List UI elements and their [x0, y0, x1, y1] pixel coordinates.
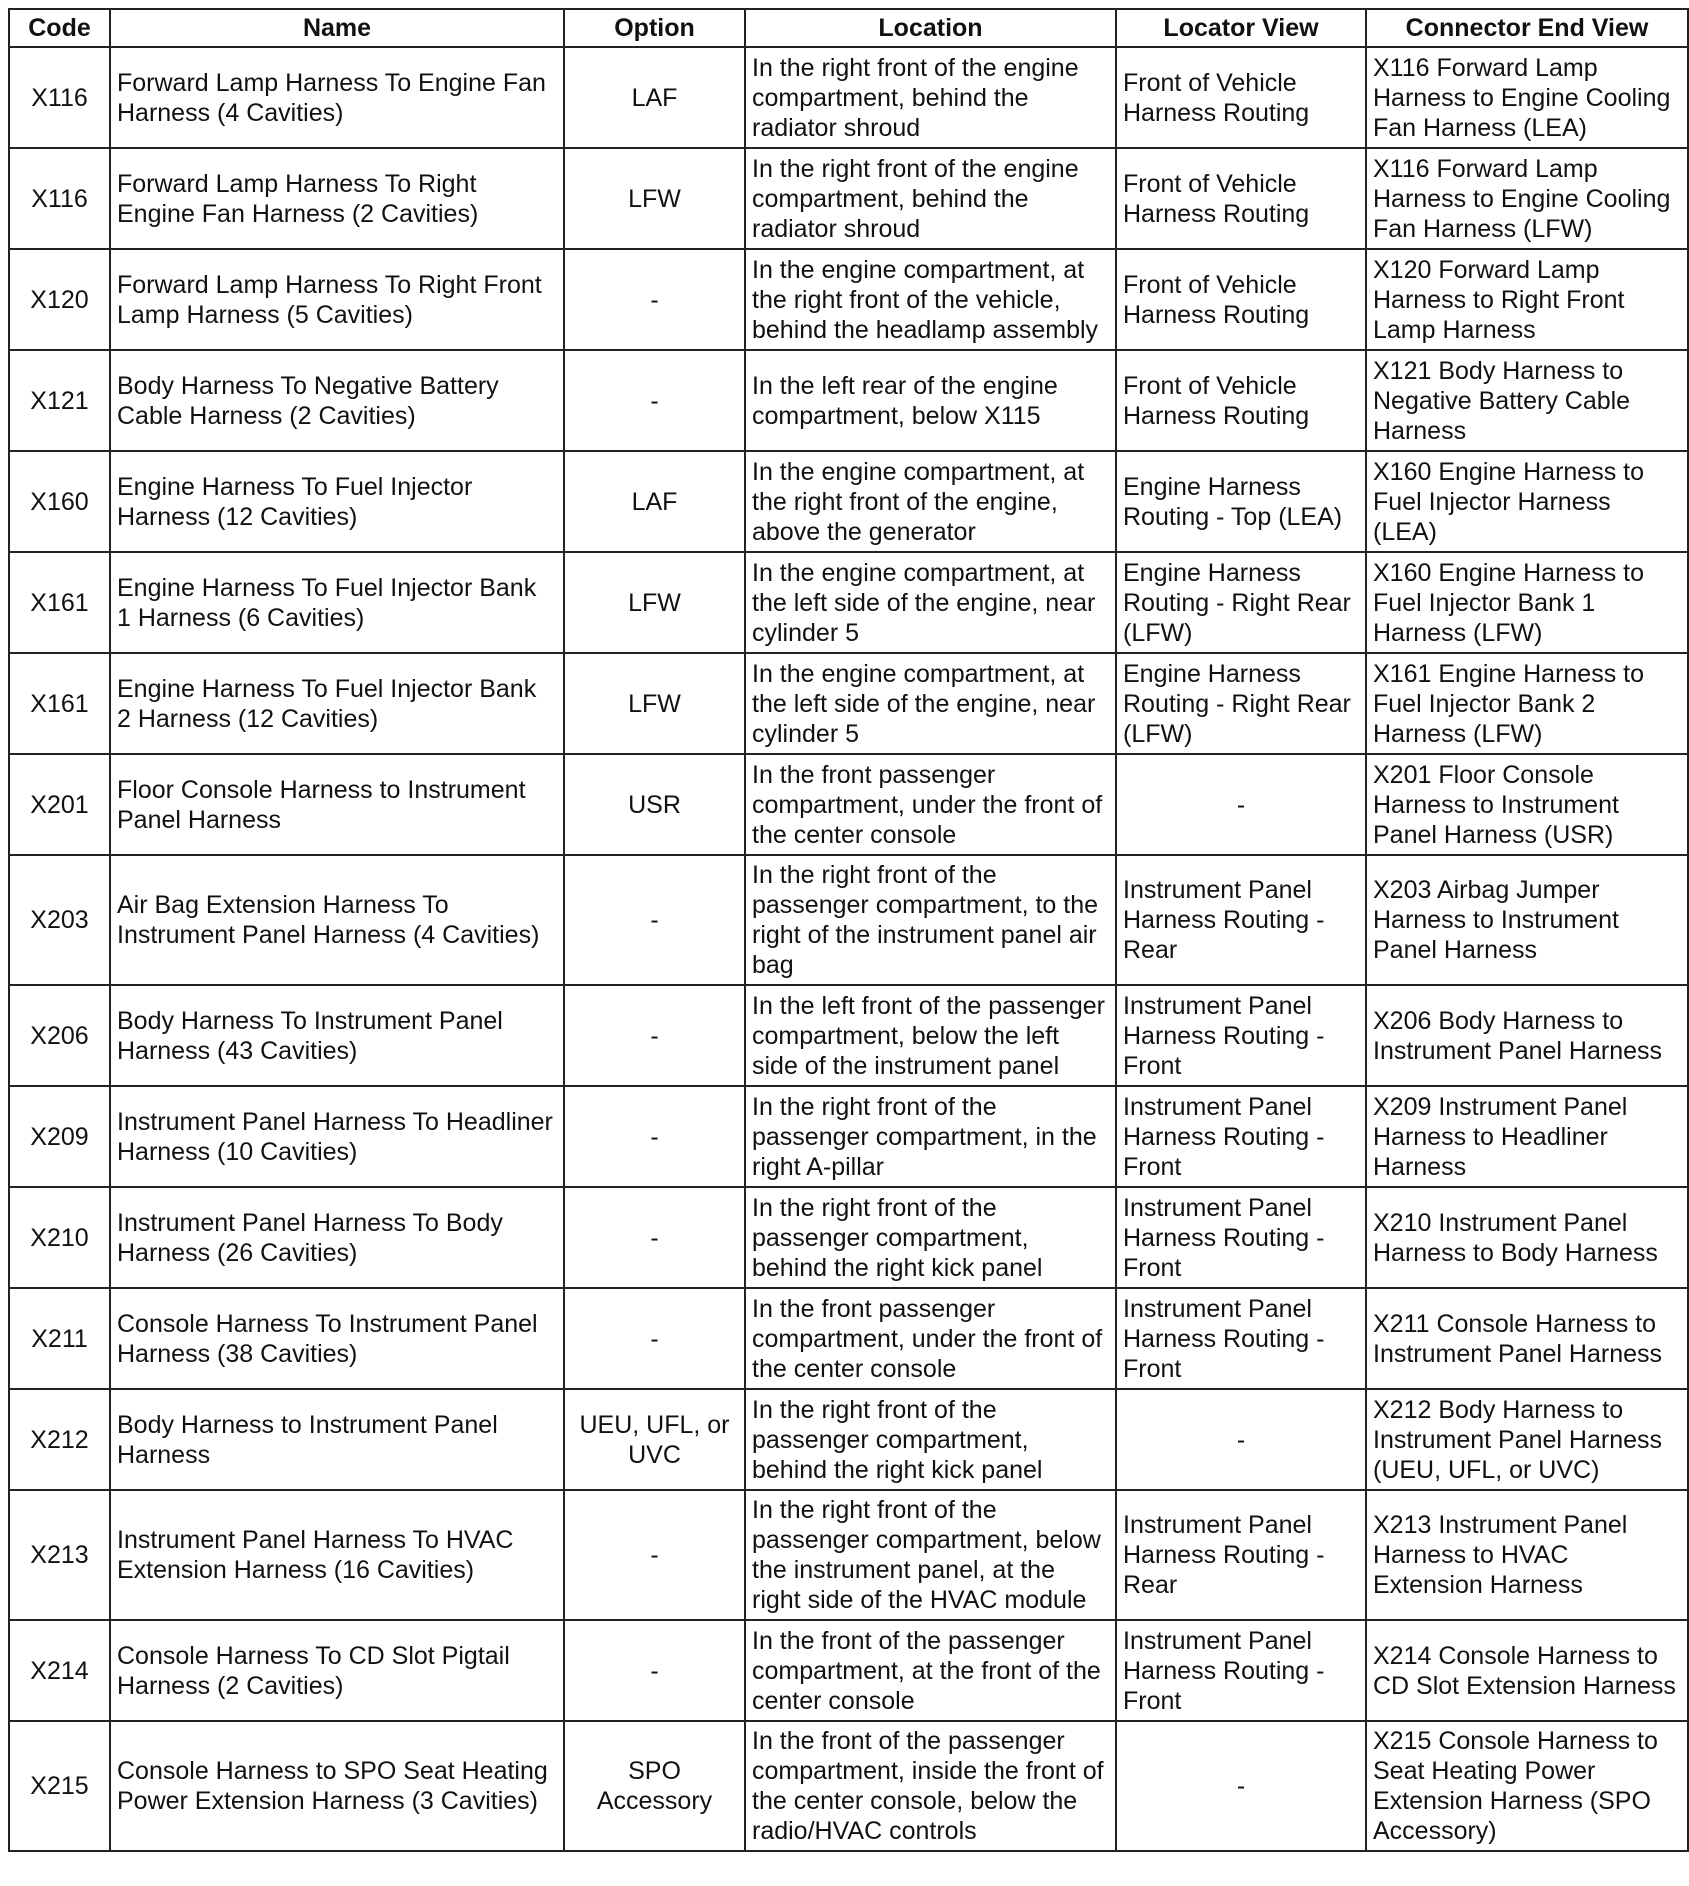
connector-table-container — [8, 8, 1676, 1852]
cell-name: Forward Lamp Harness To Right Front Lamp Harness (5 Cavities) — [110, 249, 564, 350]
cell-locator-view: Front of Vehicle Harness Routing — [1116, 350, 1366, 451]
cell-location: In the front of the passenger compartment, at the front of the center console — [745, 1620, 1116, 1721]
cell-option: - — [564, 1086, 745, 1187]
cell-name: Body Harness to Instrument Panel Harness — [110, 1389, 564, 1490]
cell-code: X215 — [9, 1721, 110, 1851]
cell-code: X211 — [9, 1288, 110, 1389]
cell-locator-view: Engine Harness Routing - Right Rear (LFW) — [1116, 653, 1366, 754]
header-code: Code — [9, 9, 110, 47]
table-row — [9, 451, 1688, 552]
cell-code: X213 — [9, 1490, 110, 1620]
cell-connector-end-view: X209 Instrument Panel Harness to Headliner Harness — [1366, 1086, 1688, 1187]
header-name: Name — [110, 9, 564, 47]
cell-code: X161 — [9, 552, 110, 653]
table-row — [9, 552, 1688, 653]
header-row — [9, 9, 1688, 47]
cell-option: - — [564, 1288, 745, 1389]
cell-name: Console Harness To Instrument Panel Harness (38 Cavities) — [110, 1288, 564, 1389]
cell-locator-view: Instrument Panel Harness Routing - Front — [1116, 1288, 1366, 1389]
cell-code: X203 — [9, 855, 110, 985]
cell-option: - — [564, 1620, 745, 1721]
cell-option: LFW — [564, 653, 745, 754]
cell-option: LFW — [564, 552, 745, 653]
cell-option: - — [564, 985, 745, 1086]
cell-code: X161 — [9, 653, 110, 754]
cell-location: In the front of the passenger compartment, inside the front of the center console, below the radio/HVAC controls — [745, 1721, 1116, 1851]
cell-code: X121 — [9, 350, 110, 451]
cell-locator-view: Instrument Panel Harness Routing - Rear — [1116, 1490, 1366, 1620]
table-row — [9, 1288, 1688, 1389]
cell-connector-end-view: X212 Body Harness to Instrument Panel Harness (UEU, UFL, or UVC) — [1366, 1389, 1688, 1490]
cell-connector-end-view: X214 Console Harness to CD Slot Extension Harness — [1366, 1620, 1688, 1721]
cell-locator-view: - — [1116, 1389, 1366, 1490]
cell-option: - — [564, 855, 745, 985]
cell-location: In the right front of the passenger compartment, behind the right kick panel — [745, 1389, 1116, 1490]
cell-connector-end-view: X120 Forward Lamp Harness to Right Front Lamp Harness — [1366, 249, 1688, 350]
cell-code: X120 — [9, 249, 110, 350]
cell-connector-end-view: X215 Console Harness to Seat Heating Power Extension Harness (SPO Accessory) — [1366, 1721, 1688, 1851]
cell-name: Body Harness To Instrument Panel Harness (43 Cavities) — [110, 985, 564, 1086]
cell-connector-end-view: X203 Airbag Jumper Harness to Instrument Panel Harness — [1366, 855, 1688, 985]
table-row — [9, 855, 1688, 985]
table-row — [9, 1490, 1688, 1620]
cell-location: In the right front of the passenger compartment, behind the right kick panel — [745, 1187, 1116, 1288]
cell-name: Console Harness To CD Slot Pigtail Harness (2 Cavities) — [110, 1620, 564, 1721]
table-row — [9, 148, 1688, 249]
cell-connector-end-view: X213 Instrument Panel Harness to HVAC Extension Harness — [1366, 1490, 1688, 1620]
cell-locator-view: Instrument Panel Harness Routing - Front — [1116, 1086, 1366, 1187]
cell-name: Instrument Panel Harness To Headliner Harness (10 Cavities) — [110, 1086, 564, 1187]
cell-location: In the right front of the engine compartment, behind the radiator shroud — [745, 148, 1116, 249]
cell-location: In the engine compartment, at the right front of the vehicle, behind the headlamp assembly — [745, 249, 1116, 350]
cell-location: In the left front of the passenger compartment, below the left side of the instrument panel — [745, 985, 1116, 1086]
cell-connector-end-view: X201 Floor Console Harness to Instrument Panel Harness (USR) — [1366, 754, 1688, 855]
table-row — [9, 653, 1688, 754]
cell-location: In the engine compartment, at the left side of the engine, near cylinder 5 — [745, 552, 1116, 653]
cell-location: In the front passenger compartment, under the front of the center console — [745, 754, 1116, 855]
cell-option: LAF — [564, 451, 745, 552]
cell-location: In the engine compartment, at the left side of the engine, near cylinder 5 — [745, 653, 1116, 754]
cell-name: Forward Lamp Harness To Engine Fan Harness (4 Cavities) — [110, 47, 564, 148]
cell-name: Floor Console Harness to Instrument Panel Harness — [110, 754, 564, 855]
header-option: Option — [564, 9, 745, 47]
cell-location: In the left rear of the engine compartment, below X115 — [745, 350, 1116, 451]
cell-locator-view: Instrument Panel Harness Routing - Front — [1116, 985, 1366, 1086]
cell-connector-end-view: X160 Engine Harness to Fuel Injector Bank 1 Harness (LFW) — [1366, 552, 1688, 653]
cell-connector-end-view: X116 Forward Lamp Harness to Engine Cooling Fan Harness (LEA) — [1366, 47, 1688, 148]
cell-location: In the right front of the passenger compartment, to the right of the instrument panel air bag — [745, 855, 1116, 985]
table-row — [9, 1620, 1688, 1721]
cell-option: - — [564, 1490, 745, 1620]
cell-location: In the engine compartment, at the right front of the engine, above the generator — [745, 451, 1116, 552]
cell-option: - — [564, 249, 745, 350]
cell-option: - — [564, 1187, 745, 1288]
header-connector-end-view: Connector End View — [1366, 9, 1688, 47]
cell-locator-view: Front of Vehicle Harness Routing — [1116, 148, 1366, 249]
table-row — [9, 47, 1688, 148]
cell-code: X160 — [9, 451, 110, 552]
table-row — [9, 350, 1688, 451]
cell-locator-view: Instrument Panel Harness Routing - Front — [1116, 1620, 1366, 1721]
cell-connector-end-view: X206 Body Harness to Instrument Panel Harness — [1366, 985, 1688, 1086]
cell-connector-end-view: X161 Engine Harness to Fuel Injector Bank 2 Harness (LFW) — [1366, 653, 1688, 754]
table-row — [9, 1721, 1688, 1851]
cell-name: Instrument Panel Harness To HVAC Extension Harness (16 Cavities) — [110, 1490, 564, 1620]
cell-option: - — [564, 350, 745, 451]
table-row — [9, 1086, 1688, 1187]
cell-locator-view: - — [1116, 1721, 1366, 1851]
cell-code: X116 — [9, 47, 110, 148]
cell-option: USR — [564, 754, 745, 855]
table-row — [9, 985, 1688, 1086]
table-row — [9, 1187, 1688, 1288]
cell-option: LFW — [564, 148, 745, 249]
cell-location: In the right front of the passenger compartment, below the instrument panel, at the right side of the HVAC module — [745, 1490, 1116, 1620]
cell-code: X214 — [9, 1620, 110, 1721]
header-locator-view: Locator View — [1116, 9, 1366, 47]
cell-locator-view: Engine Harness Routing - Top (LEA) — [1116, 451, 1366, 552]
cell-location: In the right front of the passenger compartment, in the right A-pillar — [745, 1086, 1116, 1187]
cell-connector-end-view: X211 Console Harness to Instrument Panel Harness — [1366, 1288, 1688, 1389]
cell-name: Console Harness to SPO Seat Heating Power Extension Harness (3 Cavities) — [110, 1721, 564, 1851]
cell-locator-view: - — [1116, 754, 1366, 855]
cell-name: Forward Lamp Harness To Right Engine Fan Harness (2 Cavities) — [110, 148, 564, 249]
cell-location: In the front passenger compartment, under the front of the center console — [745, 1288, 1116, 1389]
table-row — [9, 1389, 1688, 1490]
cell-connector-end-view: X160 Engine Harness to Fuel Injector Harness (LEA) — [1366, 451, 1688, 552]
cell-name: Instrument Panel Harness To Body Harness (26 Cavities) — [110, 1187, 564, 1288]
cell-location: In the right front of the engine compartment, behind the radiator shroud — [745, 47, 1116, 148]
cell-name: Air Bag Extension Harness To Instrument Panel Harness (4 Cavities) — [110, 855, 564, 985]
table-row — [9, 249, 1688, 350]
cell-option: LAF — [564, 47, 745, 148]
cell-name: Engine Harness To Fuel Injector Bank 1 Harness (6 Cavities) — [110, 552, 564, 653]
cell-locator-view: Front of Vehicle Harness Routing — [1116, 47, 1366, 148]
cell-option: UEU, UFL, or UVC — [564, 1389, 745, 1490]
table-row — [9, 754, 1688, 855]
cell-code: X210 — [9, 1187, 110, 1288]
header-location: Location — [745, 9, 1116, 47]
cell-code: X206 — [9, 985, 110, 1086]
cell-code: X209 — [9, 1086, 110, 1187]
cell-name: Engine Harness To Fuel Injector Bank 2 Harness (12 Cavities) — [110, 653, 564, 754]
cell-name: Body Harness To Negative Battery Cable Harness (2 Cavities) — [110, 350, 564, 451]
cell-connector-end-view: X121 Body Harness to Negative Battery Cable Harness — [1366, 350, 1688, 451]
cell-locator-view: Front of Vehicle Harness Routing — [1116, 249, 1366, 350]
cell-option: SPO Accessory — [564, 1721, 745, 1851]
connector-table — [8, 8, 1689, 1852]
cell-locator-view: Instrument Panel Harness Routing - Rear — [1116, 855, 1366, 985]
cell-connector-end-view: X116 Forward Lamp Harness to Engine Cooling Fan Harness (LFW) — [1366, 148, 1688, 249]
cell-locator-view: Instrument Panel Harness Routing - Front — [1116, 1187, 1366, 1288]
cell-code: X116 — [9, 148, 110, 249]
cell-locator-view: Engine Harness Routing - Right Rear (LFW) — [1116, 552, 1366, 653]
cell-code: X201 — [9, 754, 110, 855]
cell-code: X212 — [9, 1389, 110, 1490]
cell-name: Engine Harness To Fuel Injector Harness (12 Cavities) — [110, 451, 564, 552]
cell-connector-end-view: X210 Instrument Panel Harness to Body Harness — [1366, 1187, 1688, 1288]
